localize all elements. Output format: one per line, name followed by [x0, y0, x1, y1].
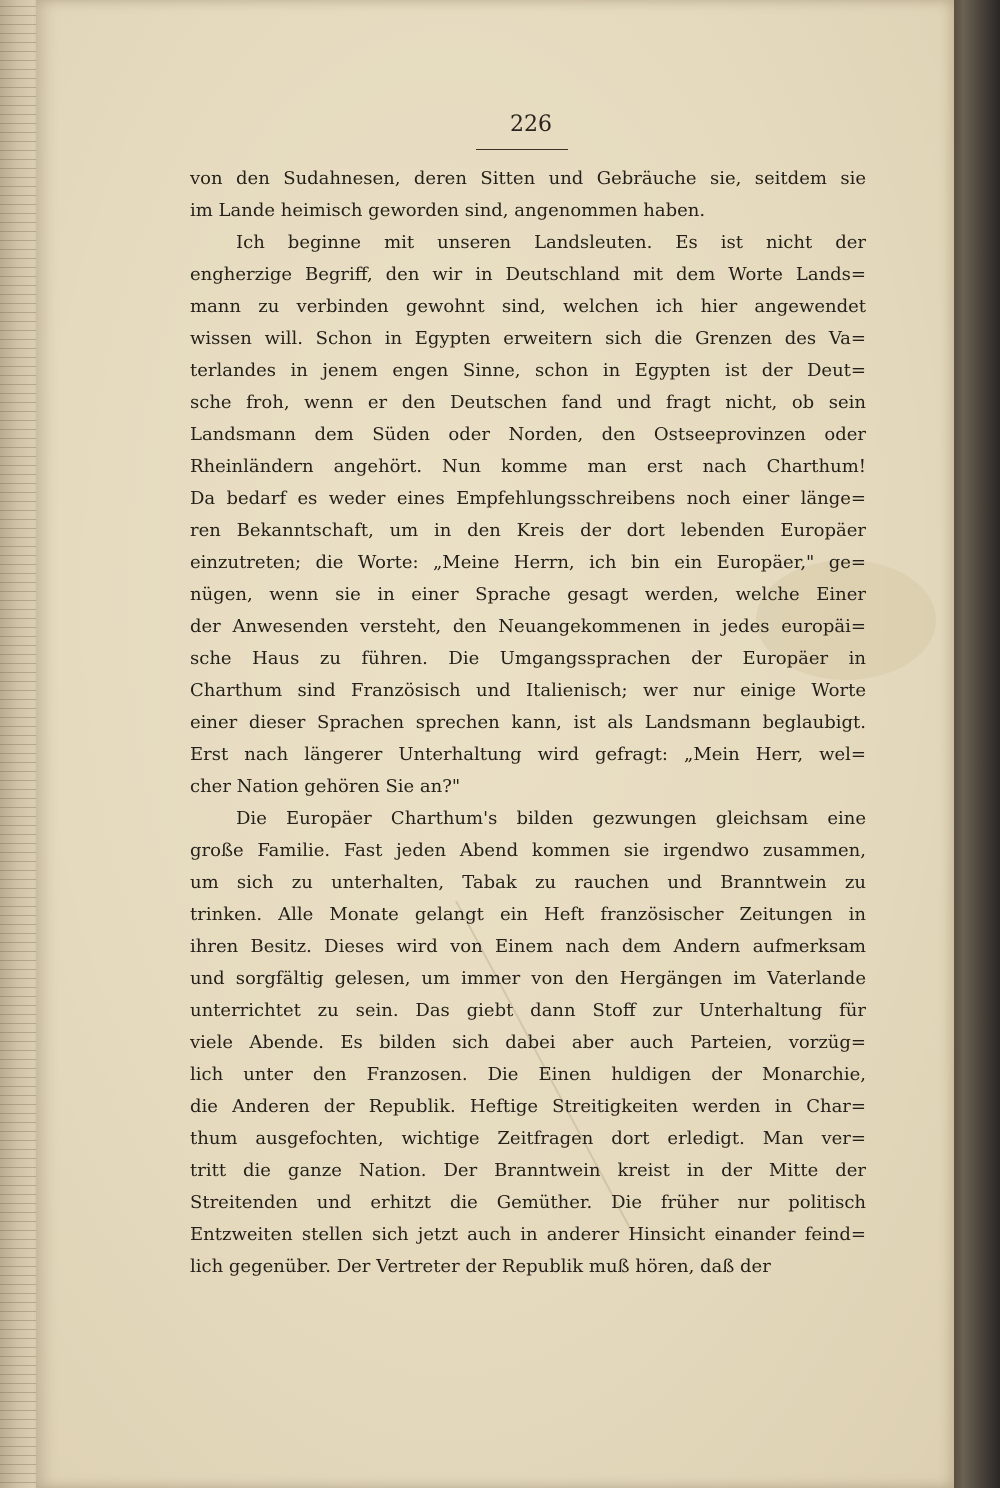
text-line: Die Europäer Charthum's bilden gezwungen gleichsam eine — [236, 808, 866, 829]
text-line: Streitenden und erhitzt die Gemüther. Die früher nur politisch — [190, 1192, 866, 1213]
text-line: einzutreten; die Worte: „Meine Herrn, ich bin ein Europäer," ge= — [190, 552, 866, 573]
text-line: lich unter den Franzosen. Die Einen huldigen der Monarchie, — [190, 1064, 866, 1085]
text-line: Da bedarf es weder eines Empfehlungsschreibens noch einer länge= — [190, 488, 866, 509]
text-line: und sorgfältig gelesen, um immer von den Hergängen im Vaterlande — [190, 968, 866, 989]
text-line: trinken. Alle Monate gelangt ein Heft französischer Zeitungen in — [190, 904, 866, 925]
text-line: thum ausgefochten, wichtige Zeitfragen dort erledigt. Man ver= — [190, 1128, 866, 1149]
text-line: viele Abende. Es bilden sich dabei aber auch Parteien, vorzüg= — [190, 1032, 866, 1053]
page-number-rule — [476, 149, 568, 150]
text-line: mann zu verbinden gewohnt sind, welchen ich hier angewendet — [190, 296, 866, 317]
text-line: wissen will. Schon in Egypten erweitern sich die Grenzen des Va= — [190, 328, 866, 349]
page-number: 226 — [510, 112, 552, 137]
text-line: ren Bekanntschaft, um in den Kreis der dort lebenden Europäer — [190, 520, 866, 541]
text-line: lich gegenüber. Der Vertreter der Republik muß hören, daß der — [190, 1256, 771, 1277]
text-line: Entzweiten stellen sich jetzt auch in anderer Hinsicht einander feind= — [190, 1224, 866, 1245]
text-line: Erst nach längerer Unterhaltung wird gefragt: „Mein Herr, wel= — [190, 744, 866, 765]
text-line: ihren Besitz. Dieses wird von Einem nach dem Andern aufmerksam — [190, 936, 866, 957]
text-line: Charthum sind Französisch und Italienisch; wer nur einige Worte — [190, 680, 866, 701]
text-line: um sich zu unterhalten, Tabak zu rauchen und Branntwein zu — [190, 872, 866, 893]
text-line: sche froh, wenn er den Deutschen fand und fragt nicht, ob sein — [190, 392, 866, 413]
text-line: im Lande heimisch geworden sind, angenommen haben. — [190, 200, 706, 221]
text-line: engherzige Begriff, den wir in Deutschland mit dem Worte Lands= — [190, 264, 866, 285]
text-line: Landsmann dem Süden oder Norden, den Ostseeprovinzen oder — [190, 424, 866, 445]
text-line: nügen, wenn sie in einer Sprache gesagt werden, welche Einer — [190, 584, 866, 605]
text-line: terlandes in jenem engen Sinne, schon in Egypten ist der Deut= — [190, 360, 866, 381]
text-line: sche Haus zu führen. Die Umgangssprachen der Europäer in — [190, 648, 866, 669]
body-text — [190, 163, 866, 1283]
text-line: große Familie. Fast jeden Abend kommen sie irgendwo zusammen, — [190, 840, 866, 861]
text-line: der Anwesenden versteht, den Neuangekommenen in jedes europäi= — [190, 616, 866, 637]
text-line: die Anderen der Republik. Heftige Streitigkeiten werden in Char= — [190, 1096, 866, 1117]
text-line: unterrichtet zu sein. Das giebt dann Stoff zur Unterhaltung für — [190, 1000, 866, 1021]
text-line: tritt die ganze Nation. Der Branntwein kreist in der Mitte der — [190, 1160, 866, 1181]
text-line: Ich beginne mit unseren Landsleuten. Es ist nicht der — [236, 232, 866, 253]
text-line: Rheinländern angehört. Nun komme man erst nach Charthum! — [190, 456, 866, 477]
text-line: einer dieser Sprachen sprechen kann, ist als Landsmann beglaubigt. — [190, 712, 866, 733]
right-page-edge — [954, 0, 1000, 1488]
text-line: cher Nation gehören Sie an?" — [190, 776, 461, 797]
text-line: von den Sudahnesen, deren Sitten und Gebräuche sie, seitdem sie — [190, 168, 866, 189]
